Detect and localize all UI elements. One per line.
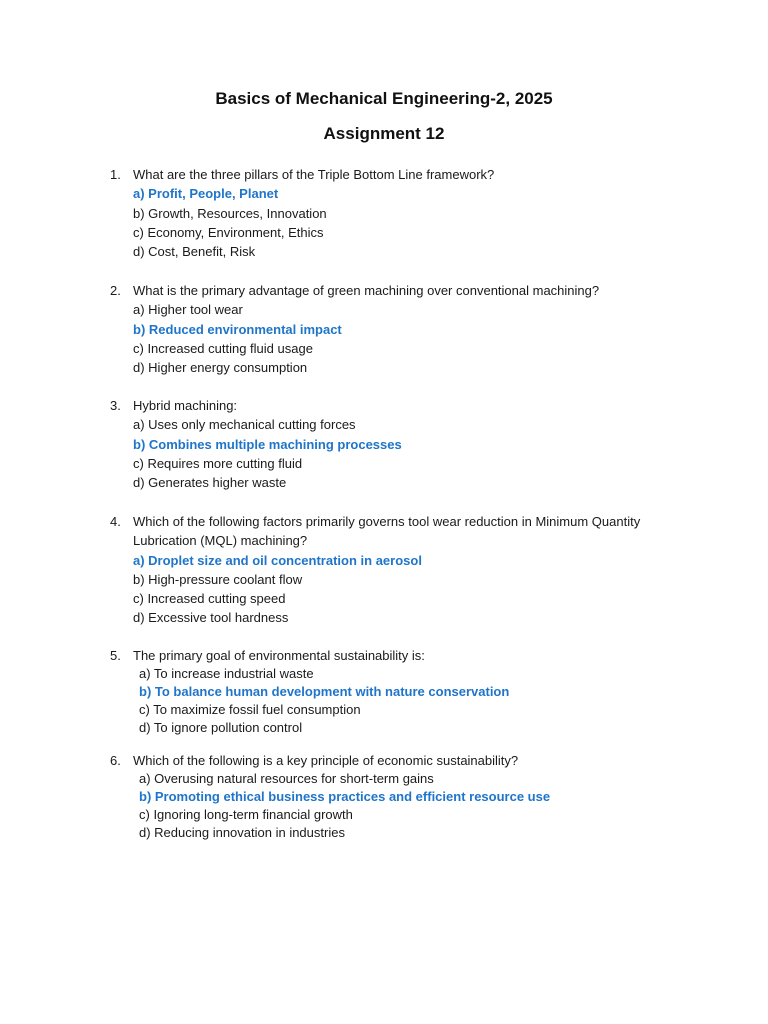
option-d: d) Cost, Benefit, Risk	[133, 244, 256, 260]
option-c: c) Increased cutting speed	[133, 591, 286, 607]
option-a: a) Higher tool wear	[133, 302, 243, 318]
question-number: 4.	[110, 514, 121, 529]
assignment-title: Assignment 12	[323, 124, 445, 143]
question-6	[110, 752, 670, 842]
question-text: What are the three pillars of the Triple Bottom Line framework?	[133, 167, 495, 182]
question-text: The primary goal of environmental sustainability is:	[133, 648, 425, 663]
question-text: Hybrid machining:	[133, 398, 238, 413]
option-d: d) Higher energy consumption	[133, 360, 308, 376]
option-c: c) Ignoring long-term financial growth	[139, 807, 353, 822]
question-5	[110, 647, 670, 737]
option-b-correct: b) Reduced environmental impact	[133, 321, 342, 337]
question-3	[110, 396, 670, 492]
option-d: d) Generates higher waste	[133, 475, 287, 491]
question-text: Which of the following factors primarily governs tool wear reduction in Minimum Quantity Lubrication (MQL) machining?	[133, 514, 641, 549]
question-number: 1.	[110, 167, 121, 182]
question-number: 2.	[110, 283, 121, 298]
option-d: d) To ignore pollution control	[139, 720, 303, 735]
option-c: c) Requires more cutting fluid	[133, 455, 303, 471]
option-a: a) Uses only mechanical cutting forces	[133, 417, 356, 433]
option-b-correct: b) To balance human development with nature conservation	[139, 684, 510, 699]
document-title: Basics of Mechanical Engineering-2, 2025	[215, 89, 553, 108]
option-b-correct: b) Promoting ethical business practices and efficient resource use	[139, 789, 551, 804]
option-d: d) Reducing innovation in industries	[139, 825, 345, 840]
question-2	[110, 281, 670, 377]
question-4	[110, 512, 670, 628]
option-a-correct: a) Profit, People, Planet	[133, 186, 279, 202]
option-a: a) To increase industrial waste	[139, 666, 314, 681]
question-text: What is the primary advantage of green machining over conventional machining?	[133, 283, 600, 298]
option-d: d) Excessive tool hardness	[133, 610, 289, 626]
question-number: 6.	[110, 753, 121, 768]
option-a: a) Overusing natural resources for short-term gains	[139, 771, 434, 786]
option-c: c) Economy, Environment, Ethics	[133, 224, 324, 240]
option-b-correct: b) Combines multiple machining processes	[133, 436, 402, 452]
question-1	[110, 165, 670, 261]
option-a-correct: a) Droplet size and oil concentration in aerosol	[133, 552, 422, 568]
question-number: 3.	[110, 398, 121, 413]
option-b: b) High-pressure coolant flow	[133, 571, 303, 587]
option-c: c) Increased cutting fluid usage	[133, 340, 313, 356]
question-text: Which of the following is a key principle of economic sustainability?	[133, 753, 519, 768]
option-c: c) To maximize fossil fuel consumption	[139, 702, 361, 717]
question-number: 5.	[110, 648, 121, 663]
option-b: b) Growth, Resources, Innovation	[133, 205, 327, 221]
